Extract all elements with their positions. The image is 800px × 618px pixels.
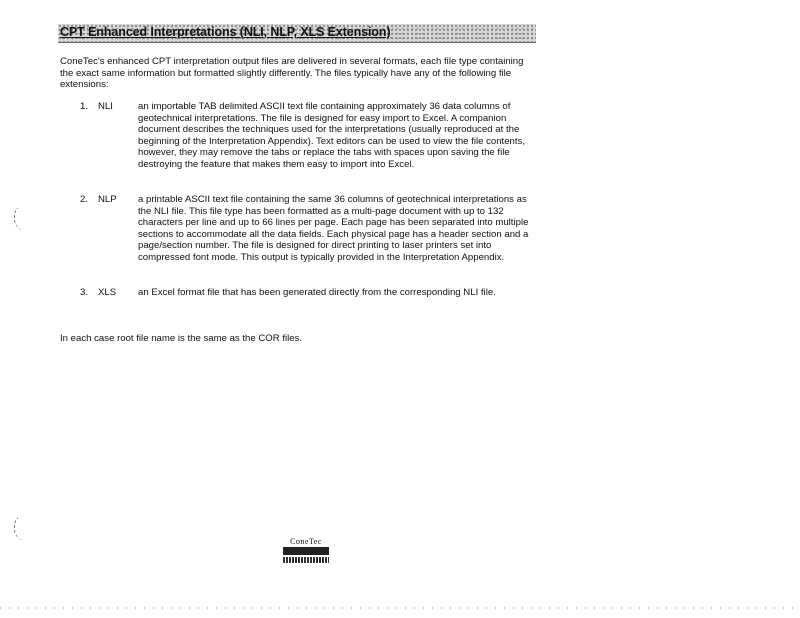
- scan-artifact-dots: [0, 607, 800, 609]
- binder-hole-mark: [14, 204, 33, 231]
- logo-text: ConeTec: [290, 537, 322, 546]
- list-item-extension: XLS: [98, 287, 117, 298]
- list-item-description: an Excel format file that has been generated directly from the corresponding NLI file.: [138, 287, 496, 298]
- logo-stripe: [283, 557, 329, 563]
- conetec-logo: [283, 537, 329, 567]
- list-item-number: 3.: [80, 287, 89, 298]
- list-item-description: an importable TAB delimited ASCII text file containing approximately 36 data columns of geotechnical interpretations. The file is designed for easy import to Excel. A companion document describes the techniques used for the interpretations (usually reproduced at the beginning of the Interpretation Appendix). Text editors can be used to view the file contents, however, they may remove the tabs or replace the tabs with spaces upon saving the file destroying the feature that makes them easy to import into Excel.: [138, 101, 526, 170]
- title-bar: [58, 24, 536, 43]
- page-title: CPT Enhanced Interpretations (NLI, NLP, XLS Extension): [60, 25, 391, 39]
- list-item-extension: NLP: [98, 194, 117, 205]
- list-item-description: a printable ASCII text file containing the same 36 columns of geotechnical interpretations as the NLI file. This file type has been formatted as a multi-page document with up to 132 characters per line and up to 66 lines per page. Each page has been separated into multiple sections to accommodate all the data fields. Each physical page has a header section and a page/section number. The file is designed for direct printing to laser printers set into compressed font mode. This output is typically provided in the Interpretation Appendix.: [138, 194, 529, 263]
- intro-paragraph: ConeTec's enhanced CPT interpretation output files are delivered in several formats, each file type containing the exact same information but formatted slightly differently. The files typically have any of the following file extensions:: [60, 56, 524, 91]
- list-item-extension: NLI: [98, 101, 113, 112]
- binder-hole-mark: [14, 514, 33, 541]
- closing-paragraph: In each case root file name is the same as the COR files.: [60, 333, 303, 344]
- list-item-number: 2.: [80, 194, 89, 205]
- list-item-number: 1.: [80, 101, 89, 112]
- logo-bar: [283, 547, 329, 555]
